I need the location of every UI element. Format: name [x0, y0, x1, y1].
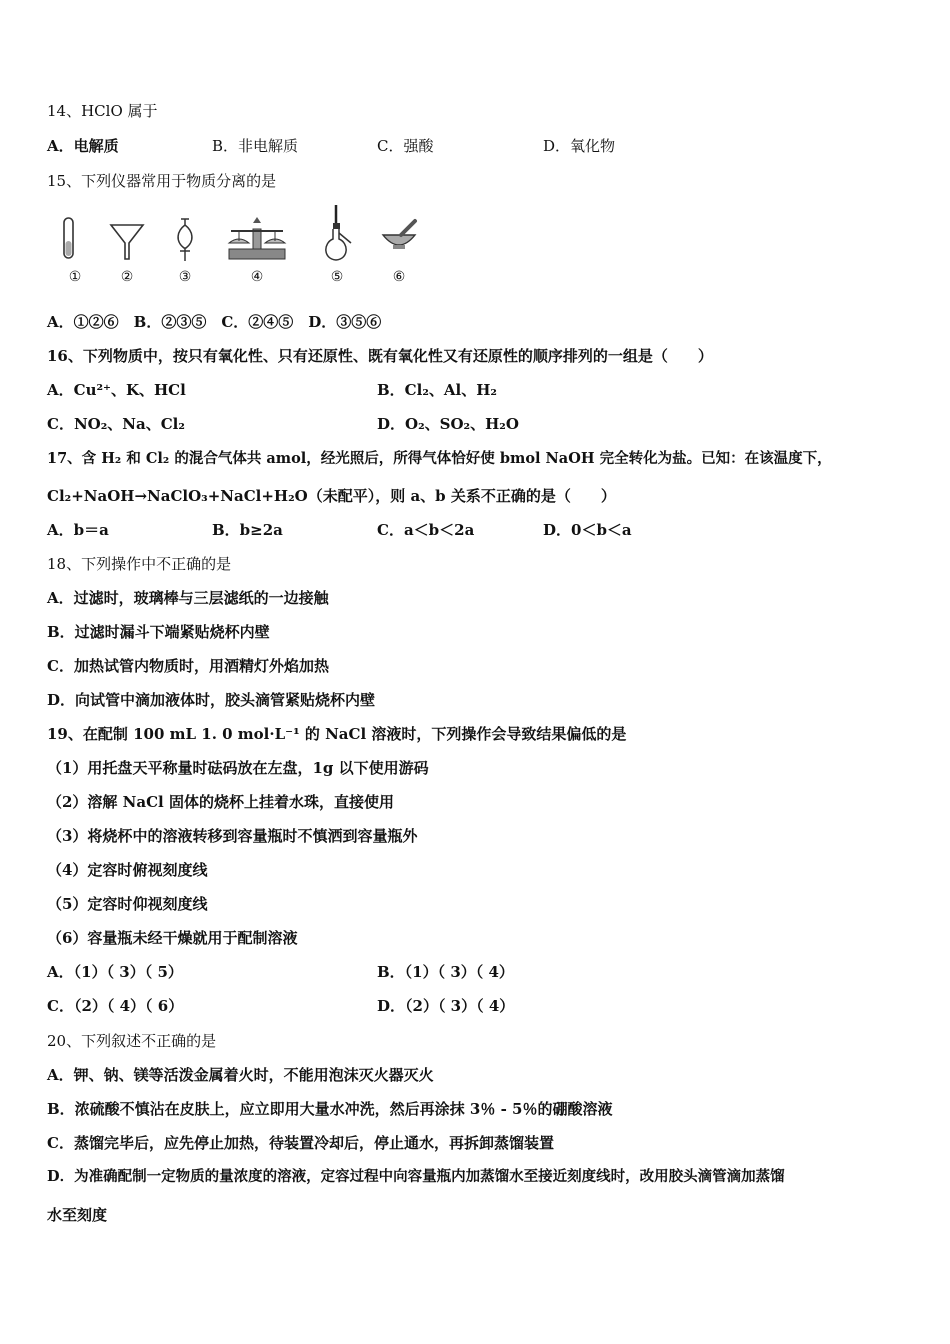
q19-option-b: B．（1）（ 3）（ 4）: [377, 963, 514, 981]
q16-stem: 16、下列物质中，按只有氧化性、只有还原性、既有氧化性又有还原性的顺序排列的一组是（ ）: [47, 347, 713, 365]
balance-icon: [225, 205, 289, 295]
q14-option-c: C．强酸: [377, 137, 434, 155]
q16-option-a: A．Cu²⁺、K、HCl: [47, 381, 186, 399]
q19-option-a: A．（1）（ 3）（ 5）: [47, 963, 183, 981]
q17-stem-2: Cl₂+NaOH→NaClO₃+NaCl+H₂O（未配平），则 a、b 关系不正确的是（ ）: [47, 487, 616, 505]
q18-option-a: A．过滤时，玻璃棒与三层滤纸的一边接触: [47, 589, 329, 607]
q20-option-d-continued: 水至刻度: [47, 1206, 108, 1224]
q20-option-b: B．浓硫酸不慎沾在皮肤上，应立即用大量水冲洗，然后再涂抹 3％ - 5％的硼酸溶液: [47, 1100, 613, 1118]
q20-option-a: A．钾、钠、镁等活泼金属着火时，不能用泡沫灭火器灭火: [47, 1066, 434, 1084]
q20-stem: 20、下列叙述不正确的是: [47, 1032, 217, 1050]
q15-figure: [47, 205, 427, 295]
q14-stem: 14、HClO 属于: [47, 102, 158, 120]
figure-label-1: ①: [68, 269, 82, 285]
q19-item-4: （4）定容时俯视刻度线: [47, 861, 208, 879]
q18-option-d: D．向试管中滴加液体时，胶头滴管紧贴烧杯内壁: [47, 691, 376, 709]
q16-option-c: C．NO₂、Na、Cl₂: [47, 415, 185, 433]
q18-option-c: C．加热试管内物质时，用酒精灯外焰加热: [47, 657, 329, 675]
figure-label-5: ⑤: [330, 269, 344, 285]
q17-option-d: D．0＜b＜a: [543, 521, 632, 539]
q14-option-a: A．电解质: [47, 137, 119, 155]
q20-option-c: C．蒸馏完毕后，应先停止加热，待装置冷却后，停止通水，再拆卸蒸馏装置: [47, 1134, 554, 1152]
q14-option-b: B．非电解质: [212, 137, 299, 155]
test-tube-icon: [47, 205, 103, 295]
q19-option-d: D．（2）（ 3）（ 4）: [377, 997, 515, 1015]
separatory-funnel-icon: [157, 205, 213, 295]
figure-label-2: ②: [120, 269, 134, 285]
q15-options: A．①②⑥ B．②③⑤ C．②④⑤ D．③⑤⑥: [47, 313, 382, 331]
q18-stem: 18、下列操作中不正确的是: [47, 555, 232, 573]
q18-option-b: B．过滤时漏斗下端紧贴烧杯内壁: [47, 623, 270, 641]
q19-item-3: （3）将烧杯中的溶液转移到容量瓶时不慎洒到容量瓶外: [47, 827, 418, 845]
distillation-flask-icon: [309, 205, 365, 295]
q19-item-2: （2）溶解 NaCl 固体的烧杯上挂着水珠，直接使用: [47, 793, 394, 811]
q17-option-b: B．b≥2a: [212, 521, 283, 539]
funnel-icon: [99, 205, 155, 295]
q16-option-d: D．O₂、SO₂、H₂O: [377, 415, 519, 433]
q17-option-c: C．a＜b＜2a: [377, 521, 475, 539]
q19-item-1: （1）用托盘天平称量时砝码放在左盘，1g 以下使用游码: [47, 759, 429, 777]
figure-label-3: ③: [178, 269, 192, 285]
q19-item-6: （6）容量瓶未经干燥就用于配制溶液: [47, 929, 298, 947]
q19-option-c: C．（2）（ 4）（ 6）: [47, 997, 184, 1015]
figure-label-6: ⑥: [392, 269, 406, 285]
q19-item-5: （5）定容时仰视刻度线: [47, 895, 208, 913]
figure-label-4: ④: [250, 269, 264, 285]
q17-option-a: A．b＝a: [47, 521, 109, 539]
q15-stem: 15、下列仪器常用于物质分离的是: [47, 172, 277, 190]
q19-stem: 19、在配制 100 mL 1. 0 mol·L⁻¹ 的 NaCl 溶液时，下列操作会导致结果偏低的是: [47, 725, 627, 743]
q20-option-d: D．为准确配制一定物质的量浓度的溶液，定容过程中向容量瓶内加蒸馏水至接近刻度线时，改用胶头滴管滴加蒸馏: [47, 1168, 785, 1185]
q16-option-b: B．Cl₂、Al、H₂: [377, 381, 497, 399]
mortar-pestle-icon: [371, 205, 427, 295]
q17-stem: 17、含 H₂ 和 Cl₂ 的混合气体共 amol，经光照后，所得气体恰好使 bmol NaOH 完全转化为盐。已知：在该温度下，: [47, 450, 832, 467]
q14-option-d: D．氧化物: [543, 137, 616, 155]
